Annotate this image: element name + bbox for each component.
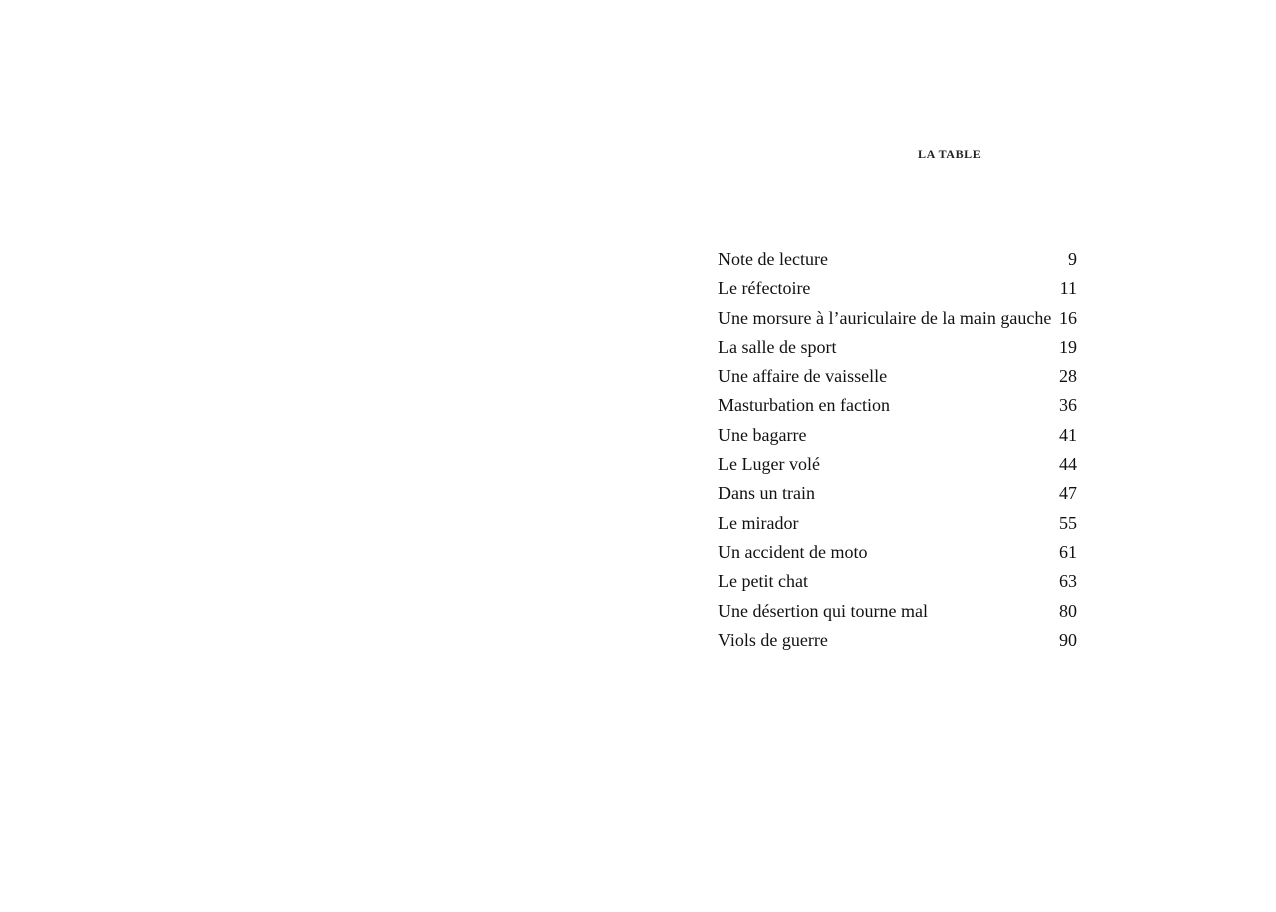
toc-entry: [718, 509, 1077, 538]
toc-entry: [718, 245, 1077, 274]
toc-entry: [718, 362, 1077, 391]
toc-entry-page: 47: [1059, 483, 1077, 504]
toc-entry-title: La salle de sport: [718, 336, 837, 357]
toc-entry: [718, 274, 1077, 303]
toc-entry: [718, 421, 1077, 450]
toc-entry: [718, 304, 1077, 333]
toc-entry-title: Masturbation en faction: [718, 395, 890, 416]
toc-heading: LA TABLE: [918, 147, 982, 161]
toc-entry-page: 55: [1059, 512, 1077, 533]
toc-entry-title: Un accident de moto: [718, 541, 868, 562]
toc-entry-page: 16: [1059, 307, 1077, 328]
toc-entry-title: Une morsure à l’auriculaire de la main gauche: [718, 307, 1052, 328]
toc-entry: [718, 333, 1077, 362]
toc-list: [718, 245, 1077, 655]
toc-entry-page: 80: [1059, 600, 1077, 621]
toc-entry-page: 11: [1059, 278, 1077, 299]
toc-entry-page: 90: [1059, 629, 1077, 650]
toc-entry-title: Le réfectoire: [718, 278, 811, 299]
toc-entry: [718, 597, 1077, 626]
toc-entry-title: Le petit chat: [718, 571, 808, 592]
toc-entry: [718, 391, 1077, 420]
toc-entry-page: 61: [1059, 541, 1077, 562]
table-of-contents-page: [638, 0, 1276, 912]
toc-entry: [718, 479, 1077, 508]
toc-entry-page: 41: [1059, 424, 1077, 445]
toc-entry: [718, 538, 1077, 567]
toc-entry-title: Le Luger volé: [718, 454, 820, 475]
toc-entry-title: Une désertion qui tourne mal: [718, 600, 928, 621]
toc-entry-title: Viols de guerre: [718, 629, 828, 650]
toc-entry-page: 63: [1059, 571, 1077, 592]
toc-entry-page: 44: [1059, 454, 1077, 475]
toc-entry-title: Dans un train: [718, 483, 815, 504]
toc-entry: [718, 450, 1077, 479]
toc-entry-page: 9: [1068, 249, 1077, 269]
toc-entry: [718, 567, 1077, 596]
toc-entry-page: 19: [1059, 336, 1077, 357]
toc-entry-page: 36: [1059, 395, 1077, 416]
toc-entry-title: Note de lecture: [718, 249, 828, 269]
toc-entry: [718, 626, 1077, 655]
toc-entry-title: Une affaire de vaisselle: [718, 366, 888, 387]
toc-entry-title: Le mirador: [718, 512, 799, 533]
toc-entry-page: 28: [1059, 366, 1077, 387]
toc-entry-title: Une bagarre: [718, 424, 807, 445]
